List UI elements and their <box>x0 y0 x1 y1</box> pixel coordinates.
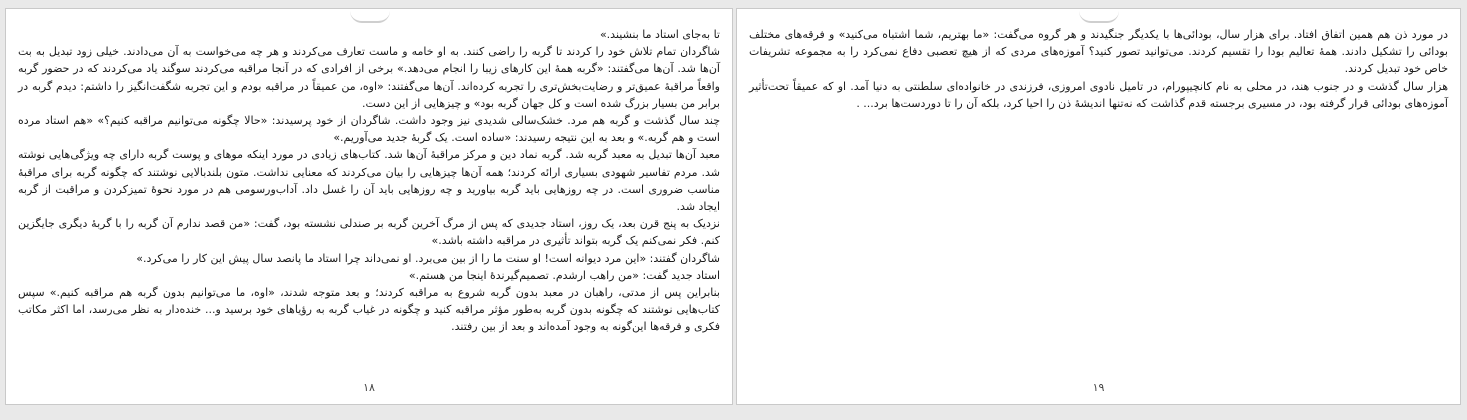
right-page <box>736 8 1461 405</box>
page-curl-decoration <box>1079 11 1119 23</box>
paragraph: نزدیک به پنج قرن بعد، یک روز، استاد جدیدی که پس از مرگ آخرین گربه بر صندلی نشسته بود، گفت: «من قصد ندارم آن گربه را با گربهٔ دیگری جایگزین کنم. فکر نمی‌کنم یک گربه بتواند تأثیری در مراقبه داشته باشد.» <box>18 217 720 248</box>
paragraph: بنابراین پس از مدتی، راهبان در معبد بدون گربه شروع به مراقبه کردند؛ و بعد متوجه شدند، «اوه، ما می‌توانیم بدون گربه هم مراقبه کنیم.» سپس کتاب‌هایی نوشتند که چگونه بدون گربه به‌طور مؤثر مراقبه کنید و چگونه در غیاب گربه به رؤیاهای خود برسید و... خنده‌دار به نظر می‌رسد، اما اکثر مکاتب فکری و فرقه‌ها این‌گونه به وجود آمده‌اند و بعد از بین رفتند. <box>18 286 720 334</box>
paragraph: هزار سال گذشت و در جنوب هند، در محلی به نام کانچیپورام، در تامیل نادوی امروزی، فرزندی در خانواده‌ای سلطنتی به دنیا آمد. او که عمیقاً تحت‌تأثیر آموزه‌های بودائی قرار گرفته بود، در مسیری برجسته قدم گذاشت که نه‌تنها اندیشهٔ ذن را احیا کرد، بلکه آن را تا دوردست‌ها برد... . <box>749 79 1448 110</box>
right-page-text <box>749 26 1448 112</box>
paragraph: معبد آن‌ها تبدیل به معبد گربه شد. گربه نماد دین و مرکز مراقبهٔ آن‌ها شد. کتاب‌های زیادی در مورد اینکه موهای و پوست گربه دارای چه ویژگی‌هایی نوشته شد. مردم تفاسیر شهودی بسیاری ارائه کردند؛ همه آن‌ها چیزهایی را بیان می‌کردند که معنایی نداشت. متون بلندبالایی نوشتند که چگونه گربه برای مراقبهٔ مناسب ضروری است. در چه روزهایی باید گربه بیاورید و چه روزهایی باید آن را غسل داد. آداب‌ورسومی هم در مورد نحوهٔ تمیزکردن و مراقبت از گربه ایجاد شد. <box>18 148 720 214</box>
paragraph: استاد جدید گفت: «من راهب ارشدم. تصمیم‌گیرندهٔ اینجا من هستم.» <box>408 268 720 282</box>
paragraph: شاگردان تمام تلاش خود را کردند تا گربه را راضی کنند. به او خامه و ماست تعارف می‌کردند و هر چه می‌خواست به آن می‌دادند. خیلی زود تبدیل به بت آن‌ها شد. آن‌ها می‌گفتند: «گربه همهٔ این کارهای زیبا را انجام می‌دهد.» برخی از افرادی که در آنجا مراقبه می‌کردند سوگند یاد می‌کردند که در حضور گربه واقعاً مراقبهٔ عمیق‌تر و رضایت‌بخش‌تری را تجربه کرده‌اند. آن‌ها می‌گفتند: «اوه، من عمیقاً در مراقبه بودم و این تجربه شگفت‌انگیز را داشتم: دیدم گربه در برابر من بسیار بزرگ شده است و کل جهان گربه بود» و چیزهایی از این دست. <box>18 45 720 110</box>
page-curl-decoration <box>350 11 390 23</box>
paragraph: چند سال گذشت و گربه هم مرد. خشک‌سالی شدیدی نیز وجود داشت. شاگردان از خود پرسیدند: «حالا چگونه می‌توانیم مراقبه کنیم؟» «هم استاد مرده است و هم گربه.» و بعد به این نتیجه رسیدند: «ساده است. یک گربهٔ جدید می‌آوریم.» <box>18 114 720 145</box>
paragraph: تا به‌جای استاد ما بنشیند.» <box>599 28 720 41</box>
left-page-text <box>18 26 720 336</box>
paragraph: در مورد ذن هم همین اتفاق افتاد. برای هزار سال، بودائی‌ها با یکدیگر جنگیدند و هر گروه می‌گفت: «ما بهتریم، شما اشتباه می‌کنید» و فرقه‌های مختلف بودائی را تشکیل دادند. همهٔ تعالیم بودا را تقسیم کردند. می‌توانید تصور کنید؟ آموزه‌های مردی که از هیچ تعصبی دفاع نمی‌کرد را به مجموعه تشریفات خاص خود تبدیل کردند. <box>749 28 1448 76</box>
page-number: ۱۸ <box>363 381 375 394</box>
page-number: ۱۹ <box>1092 381 1105 394</box>
left-page <box>5 8 733 405</box>
paragraph: شاگردان گفتند: «این مرد دیوانه است! او سنت ما را از بین می‌برد. او نمی‌داند چرا استاد ما پانصد سال پیش این کار را می‌کرد.» <box>136 251 720 265</box>
